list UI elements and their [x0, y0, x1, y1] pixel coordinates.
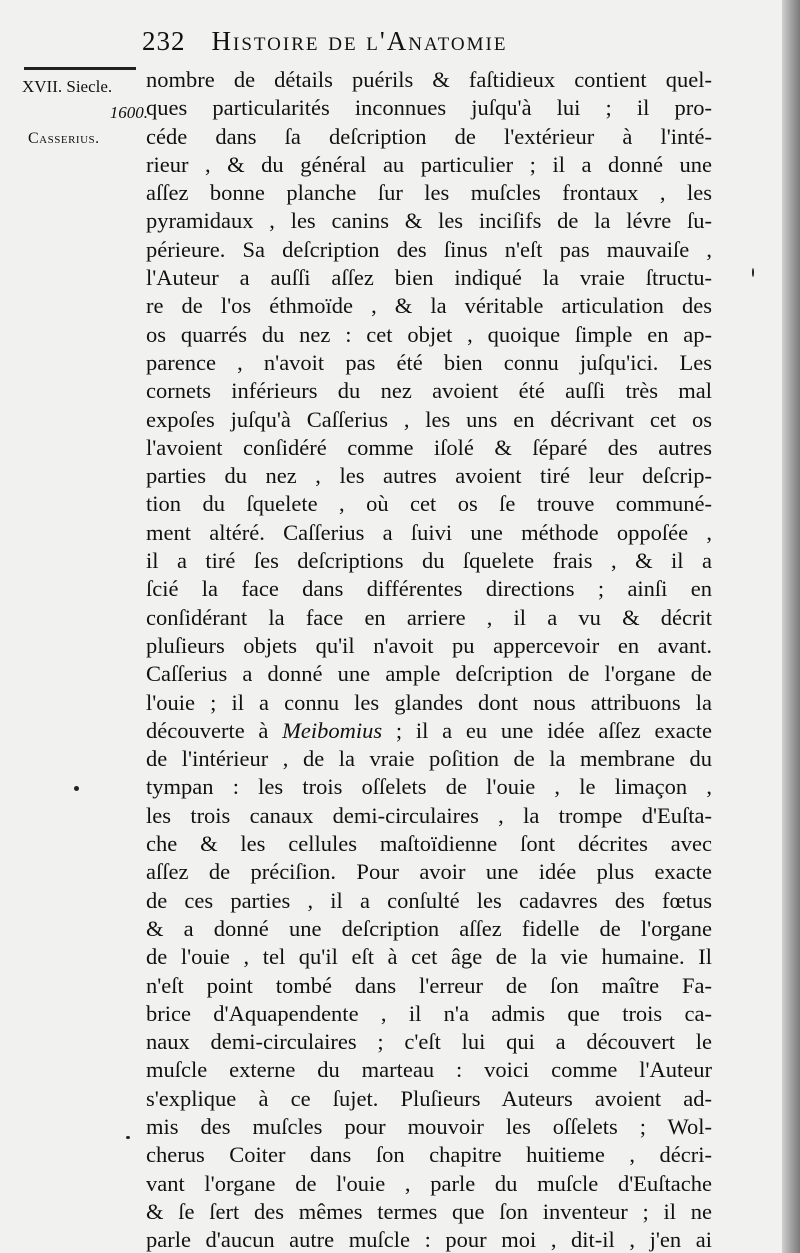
text-line: parties du nez , les autres avoient tiré leur deſcrip- [146, 463, 712, 489]
text-line: s'explique à ce ſujet. Pluſieurs Auteurs avoient ad- [146, 1085, 712, 1111]
text-line: tympan : les trois oſſelets de l'ouie , le limaçon , [146, 774, 712, 800]
text-line: rieur , & du général au particulier ; il a donné une [146, 151, 712, 177]
text-line: parence , n'avoit pas été bien connu juſqu'ici. Les [146, 349, 712, 375]
text-line: conſidérant la face en arriere , il a vu & décrit [146, 604, 712, 630]
text-line: muſcle externe du marteau : voici comme l'Auteur [146, 1057, 712, 1083]
text-line: cherus Coiter dans ſon chapitre huitieme , décri- [146, 1142, 712, 1168]
text-line: os quarrés du nez : cet objet , quoique ſimple en ap- [146, 321, 712, 347]
text-line: de ces parties , il a conſulté les cadavres des fœtus [146, 887, 712, 913]
text-line: ques particularités inconnues juſqu'à lui ; il pro- [146, 95, 712, 121]
body-text [146, 66, 712, 1253]
margin-rule [24, 67, 136, 70]
ink-speck [74, 786, 79, 791]
text-line: & a donné une deſcription aſſez fidelle de l'organe [146, 915, 712, 941]
text-line: che & les cellules maſtoïdienne ſont décrites avec [146, 831, 712, 857]
marginal-year: 1600. [109, 103, 148, 122]
text-line: vant l'organe de l'ouie , parle du muſcle d'Euſtache [146, 1170, 712, 1196]
text-line: ſcié la face dans différentes directions ; ainſi en [146, 576, 712, 602]
text-segment: découverte à [146, 717, 283, 743]
text-line: de l'ouie , tel qu'il eſt à cet âge de la vie humaine. Il [146, 944, 712, 970]
text-line: pluſieurs objets qu'il n'avoit pu appercevoir en avant. [146, 632, 712, 658]
text-line: céde dans ſa deſcription de l'extérieur à l'inté- [146, 123, 712, 149]
ink-speck [752, 268, 754, 277]
running-title: Histoire de l'Anatomie [211, 26, 508, 56]
marginal-century: XVII. Siecle. [22, 77, 113, 96]
marginal-author: Casserius. [28, 130, 100, 147]
text-line: les trois canaux demi-circulaires , la trompe d'Euſta- [146, 802, 712, 828]
text-line: de l'intérieur , de la vraie poſition de la membrane du [146, 746, 712, 772]
page-number: 232 [142, 26, 186, 56]
text-line: mis des muſcles pour mouvoir les oſſelets ; Wol- [146, 1113, 712, 1139]
marginal-notes [18, 74, 148, 152]
text-line: l'Auteur a auſſi aſſez bien indiqué la vraie ſtructu- [146, 265, 712, 291]
page-edge-shadow [782, 0, 800, 1253]
italic-name-meibomius: Meibomius [282, 717, 383, 743]
text-line: nombre de détails puérils & faſtidieux contient quel- [146, 67, 712, 92]
text-line-with-italic [146, 717, 712, 745]
text-line: aſſez bonne planche ſur les muſcles frontaux , les [146, 180, 712, 206]
text-line: re de l'os éthmoïde , & la véritable articulation des [146, 293, 712, 319]
text-line: aſſez de préciſion. Pour avoir une idée plus exacte [146, 859, 712, 885]
text-line: expoſes juſqu'à Caſſerius , les uns en décrivant cet os [146, 406, 712, 432]
running-head [142, 26, 662, 66]
text-line: périeure. Sa deſcription des ſinus n'eſt pas mauvaiſe , [146, 236, 712, 262]
text-line: tion du ſquelete , où cet os ſe trouve communé- [146, 491, 712, 517]
text-segment: ; il a eu une idée aſſez exacte [382, 717, 712, 743]
text-line: & ſe ſert des mêmes termes que ſon inventeur ; il ne [146, 1198, 712, 1224]
text-line: n'eſt point tombé dans l'erreur de ſon maître Fa- [146, 972, 712, 998]
text-line: l'avoient conſidéré comme iſolé & ſéparé des autres [146, 434, 712, 460]
text-line: l'ouie ; il a connu les glandes dont nous attribuons la [146, 689, 712, 715]
ink-speck [126, 1136, 130, 1139]
text-line: cornets inférieurs du nez avoient été auſſi très mal [146, 378, 712, 404]
text-line: brice d'Aquapendente , il n'a admis que trois ca- [146, 1000, 712, 1026]
text-line: pyramidaux , les canins & les inciſifs de la lévre ſu- [146, 208, 712, 234]
text-line: naux demi-circulaires ; c'eſt lui qui a découvert le [146, 1029, 712, 1055]
text-line: ment altéré. Caſſerius a ſuivi une méthode oppoſée , [146, 519, 712, 545]
text-line: Caſſerius a donné une ample deſcription de l'organe de [146, 661, 712, 687]
text-line: il a tiré ſes deſcriptions du ſquelete frais , & il a [146, 548, 712, 574]
text-line: parle d'aucun autre muſcle : pour moi , dit-il , j'en ai [146, 1227, 712, 1253]
